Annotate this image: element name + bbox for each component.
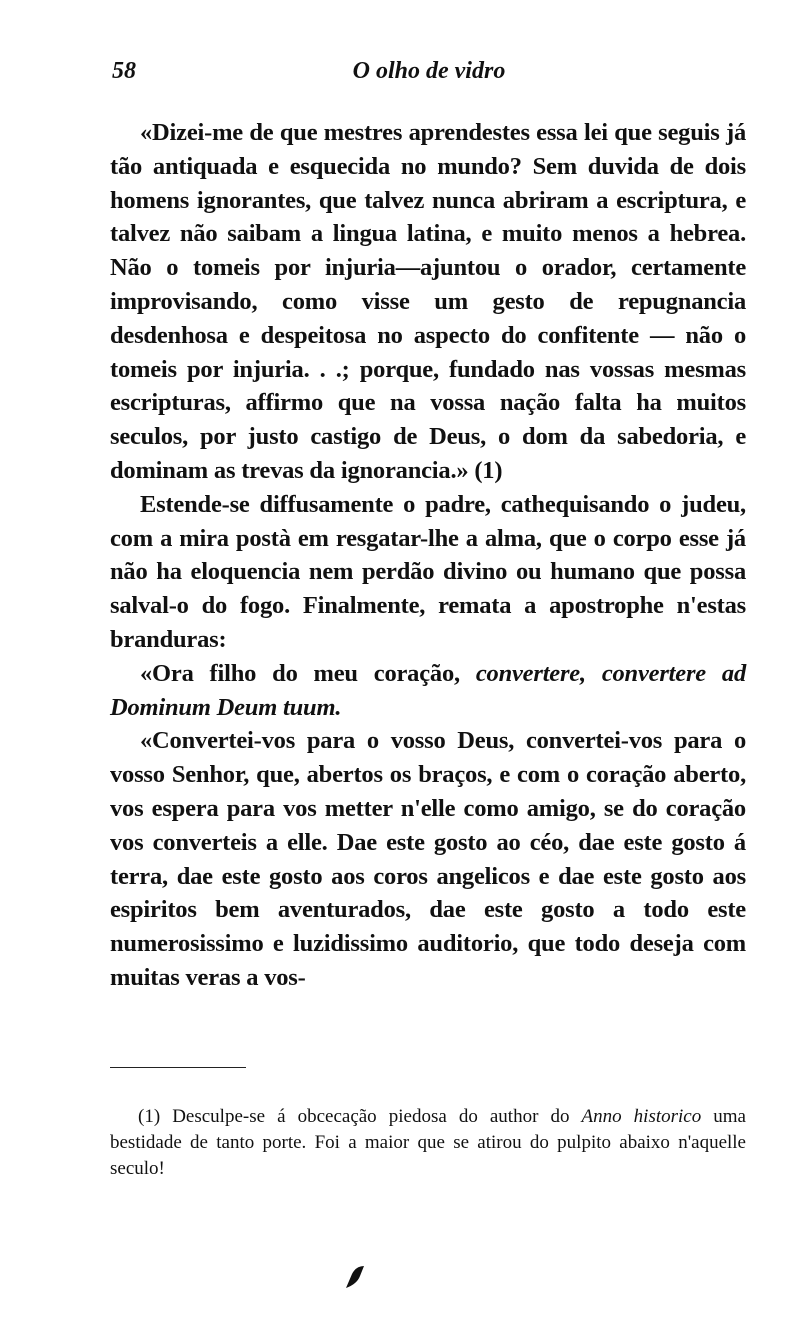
paragraph-3: [110, 657, 746, 725]
footnote-marker: (1): [138, 1106, 161, 1127]
paragraph-2: Estende-se diffusamente o padre, cathequisando o judeu, com a mira postà em resgatar-lhe a alma, que o corpo esse já não ha eloquencia nem perdão divino ou humano que possa salval-o do fogo. Finalmente, remata a apostrophe n'estas branduras:: [110, 490, 746, 653]
page-number: 58: [112, 58, 136, 84]
paragraph-3-text: «Ora filho do meu coração,: [140, 659, 476, 687]
paragraph-4: «Convertei-vos para o vosso Deus, convertei-vos para o vosso Senhor, que, abertos os braços, e com o coração aberto, vos espera para vos metter n'elle como amigo, se do coração vos converteis a elle. Dae este gosto ao céo, dae este gosto á terra, dae este gosto aos coros angelicos e dae este gosto aos espiritos bem aventurados, dae este gosto a todo este numerosissimo e luzidissimo auditorio, que todo deseja com muitas veras a vos-: [110, 727, 746, 991]
page-header: [112, 58, 746, 94]
latin-quote: convertere, convertere ad Dominum Deum tuum.: [110, 659, 746, 721]
footnote-work-title: Anno historico: [581, 1106, 702, 1127]
footnote-text-end: uma bestidade de tanto porte. Foi a maior que se atirou do pulpito abaixo n'aquelle seculo!: [110, 1106, 746, 1179]
footnote: [110, 1104, 746, 1182]
running-title: O olho de vidro: [352, 58, 506, 84]
ink-mark-icon: [340, 1262, 370, 1292]
paragraph-1: «Dizei-me de que mestres aprendestes essa lei que seguis já tão antiquada e esquecida no mundo? Sem duvida de dois homens ignorantes, que talvez nunca abriram a escriptura, e talvez não saibam a lingua latina, e muito menos a hebrea. Não o tomeis por injuria—ajuntou o orador, certamente improvisando, como visse um gesto de repugnancia desdenhosa e despeitosa no aspecto do confitente — não o tomeis por injuria. . .; porque, fundado nas vossas mesmas escripturas, affirmo que na vossa nação falta ha muitos seculos, por justo castigo de Deus, o dom da sabedoria, e dominam as trevas da ignorancia.» (1): [110, 119, 746, 484]
footnote-divider: [110, 1067, 246, 1068]
body-text: [110, 116, 746, 995]
footnote-text-start: Desculpe-se á obcecação piedosa do author do: [160, 1106, 582, 1127]
